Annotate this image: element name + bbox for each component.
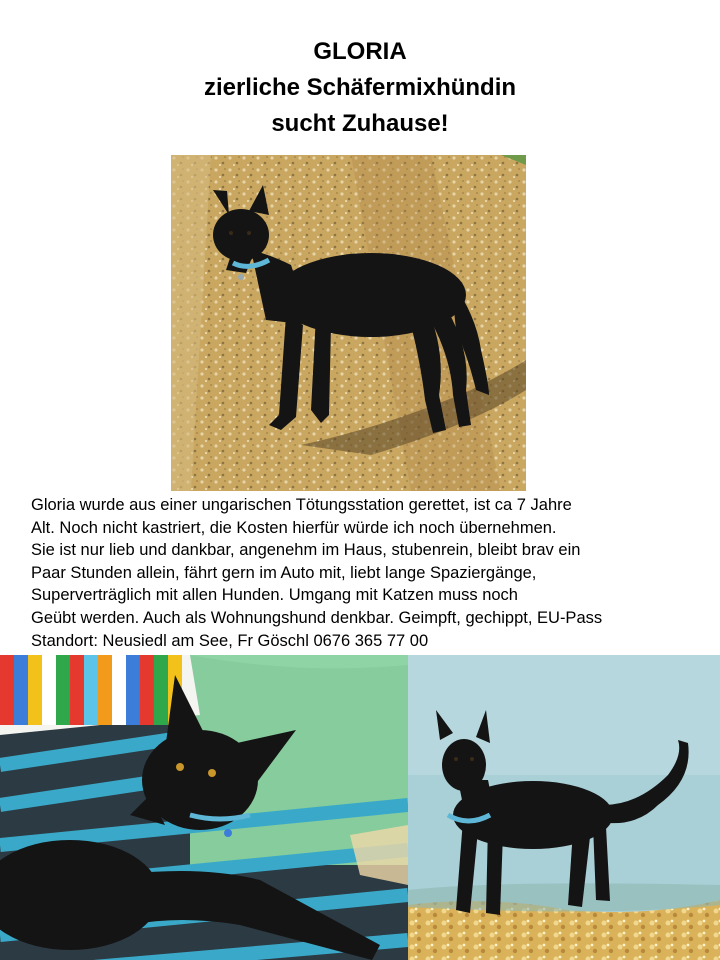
- title-dog-name: GLORIA: [313, 38, 407, 65]
- description-text: [31, 494, 701, 652]
- title-description: zierliche Schäfermixhündin: [203, 74, 517, 101]
- poster-title: [0, 34, 720, 142]
- photo-dog-standing-on-road: [171, 155, 526, 491]
- description-line: Superverträglich mit allen Hunden. Umgang mit Katzen muss noch: [31, 586, 518, 605]
- photo-dog-at-lake: [408, 655, 720, 960]
- description-line: Geübt werden. Auch als Wohnungshund denkbar. Geimpft, gechippt, EU-Pass: [31, 608, 603, 627]
- description-line: Alt. Noch nicht kastriert, die Kosten hierfür würde ich noch übernehmen.: [31, 518, 557, 537]
- title-call-to-action: sucht Zuhause!: [271, 110, 449, 137]
- description-line: Standort: Neusiedl am See, Fr Göschl 0676 365 77 00: [31, 631, 429, 650]
- description-line: Gloria wurde aus einer ungarischen Tötungsstation gerettet, ist ca 7 Jahre: [31, 496, 572, 514]
- photo-dog-lying-on-blanket: [0, 655, 408, 960]
- description-line: Sie ist nur lieb und dankbar, angenehm im Haus, stubenrein, bleibt brav ein: [31, 541, 581, 560]
- description-line: Paar Stunden allein, fährt gern im Auto mit, liebt lange Spaziergänge,: [31, 563, 537, 582]
